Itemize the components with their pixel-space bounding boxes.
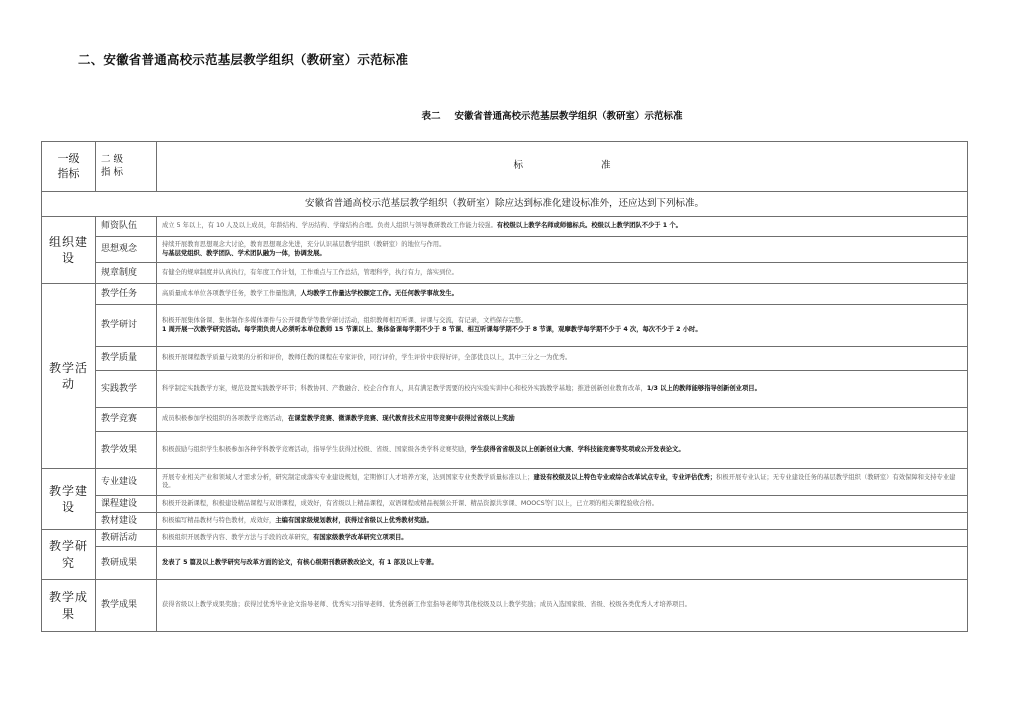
standard-text xyxy=(157,371,968,408)
level1-activity: 教学活动 xyxy=(42,284,96,469)
table-row xyxy=(42,513,968,530)
intro-text: 安徽省普通高校示范基层教学组织（教研室）除应达到标准化建设标准外，还应达到下列标准。 xyxy=(42,192,968,217)
header-level2 xyxy=(96,142,157,192)
header-standard-char1: 标 xyxy=(513,160,523,172)
standard-bold: 1 周开展一次教学研究活动。每学期负责人必须听本单位教师 15 节课以上、集体备课每学期不少于 8 节课、相互听课每学期不少于 8 节课，观摩教学每学期不少于 4 次，每次不少于 2 小时。 xyxy=(162,325,702,333)
standard-text xyxy=(157,305,968,347)
level2-label: 教学竞赛 xyxy=(96,408,157,432)
standard-normal: 积极组织开展教学内容、教学方法与手段的改革研究， xyxy=(162,533,314,541)
standard-text xyxy=(157,263,968,284)
standard-normal: 获得省级以上教学成果奖励；获得过优秀毕业论文指导老师、优秀实习指导老师、优秀创新工作室指导老师等其他校级及以上教学奖励；成员入选国家级、省级、校级各类优秀人才培养项目。 xyxy=(162,601,691,609)
table-title: 安徽省普通高校示范基层教学组织（教研室）示范标准 xyxy=(454,111,683,122)
level2-label: 教学质量 xyxy=(96,347,157,371)
table-row xyxy=(42,432,968,469)
level1-research: 教学研究 xyxy=(42,530,96,580)
standard-text xyxy=(157,432,968,469)
standard-bold: 1/3 以上的教师能够指导创新创业项目。 xyxy=(646,384,761,392)
standard-normal: 科学制定实践教学方案，规范设置实践教学环节；科教协同、产教融合、校企合作育人，具有满足教学需要的校内实验实训中心和校外实践教学基地；推进创新创业教育改革， xyxy=(162,384,647,392)
standard-bold: 有国家级教学改革研究立项项目。 xyxy=(313,533,408,541)
table-caption xyxy=(0,108,1024,122)
level2-label: 教学效果 xyxy=(96,432,157,469)
table-row xyxy=(42,305,968,347)
level1-achievement: 教学成果 xyxy=(42,580,96,632)
standard-text xyxy=(157,217,968,237)
level2-label: 师资队伍 xyxy=(96,217,157,237)
standard-bold: 在课堂教学竞赛、微课教学竞赛、现代教育技术应用等竞赛中获得过省级以上奖励 xyxy=(287,415,515,423)
standard-text xyxy=(157,547,968,580)
standard-normal: 积极鼓励与组织学生积极参加各种学科教学竞赛活动，指导学生获得过校级、省级、国家级各类学科竞赛奖励， xyxy=(162,445,471,453)
standards-table xyxy=(41,141,968,632)
level2-label: 教学研讨 xyxy=(96,305,157,347)
level2-label: 教研成果 xyxy=(96,547,157,580)
table-row xyxy=(42,530,968,547)
standard-bold: 学生获得省省级及以上创新创业大赛、学科技能竞赛等奖项或公开发表论文。 xyxy=(470,445,685,453)
standard-text xyxy=(157,496,968,513)
standard-normal-2: 积极开展专业认证；无专业建设任务的基层教学组织（教研室）有效保障和支持专业建设。 xyxy=(162,473,956,489)
level2-label: 规章制度 xyxy=(96,263,157,284)
standard-bold: 发表了 5 篇及以上教学研究与改革方面的论文，有核心级期刊教研教改论文，有 1 部及以上专著。 xyxy=(162,558,438,566)
level2-label: 教研活动 xyxy=(96,530,157,547)
table-row xyxy=(42,496,968,513)
standard-text xyxy=(157,408,968,432)
table-row xyxy=(42,237,968,263)
header-level2-line1: 二 级 xyxy=(101,153,124,165)
table-row xyxy=(42,263,968,284)
table-row xyxy=(42,347,968,371)
standard-normal: 持续开展教育思想观念大讨论，教育思想观念先进，充分认识基层教学组织（教研室）的地位与作用。 xyxy=(162,241,446,248)
section-title: 二、安徽省普通高校示范基层教学组织（教研室）示范标准 xyxy=(78,52,409,67)
level1-org: 组织建设 xyxy=(42,217,96,284)
standard-normal: 成员积极参加学校组织的各项教学竞赛活动， xyxy=(162,415,288,423)
table-row xyxy=(42,469,968,496)
standard-bold: 人均教学工作量达学校额定工作。无任何教学事故发生。 xyxy=(300,289,458,297)
level1-construction: 教学建设 xyxy=(42,469,96,530)
table-row xyxy=(42,408,968,432)
header-level2-line2: 指 标 xyxy=(101,166,124,178)
level2-label: 教学任务 xyxy=(96,284,157,305)
standard-bold: 建设有校级及以上特色专业或综合改革试点专业，专业评估优秀； xyxy=(533,473,717,481)
level2-label: 专业建设 xyxy=(96,469,157,496)
table-row xyxy=(42,547,968,580)
table-row xyxy=(42,284,968,305)
table-header-row xyxy=(42,142,968,192)
level2-label: 实践教学 xyxy=(96,371,157,408)
header-standard-char2: 准 xyxy=(601,160,611,172)
header-standard xyxy=(157,142,968,192)
level2-label: 教材建设 xyxy=(96,513,157,530)
table-label: 表二 xyxy=(421,111,441,122)
header-level1-line2: 指标 xyxy=(57,166,80,180)
header-level1-line1: 一级 xyxy=(57,151,80,165)
standard-bold: 有校级以上教学名师或师德标兵。校级以上教学团队不少于 1 个。 xyxy=(496,222,682,230)
table-row xyxy=(42,580,968,632)
table-row xyxy=(42,371,968,408)
standard-normal: 开展专业相关产业和领域人才需求分析，研究制定或落实专业建设规划，定期修订人才培养方案，达到国家专业类教学质量标准以上； xyxy=(162,473,534,481)
standard-normal: 成立 5 年以上，有 10 人及以上成员，年龄结构、学历结构、学缘结构合理。负责人组织与领导教研教改工作能力较强。 xyxy=(162,222,497,230)
standard-normal: 积极开展课程教学质量与效果的分析和评价，教师任教的课程在专家评价，同行评价，学生评价中获得好评，全部优良以上，其中三分之一为优秀。 xyxy=(162,354,572,362)
level2-label: 教学成果 xyxy=(96,580,157,632)
standard-normal: 积极编写精品教材与特色教材，成效好， xyxy=(162,516,276,524)
level2-label: 思想观念 xyxy=(96,237,157,263)
table-row xyxy=(42,217,968,237)
standard-text xyxy=(157,284,968,305)
standard-bold: 主编有国家级规划教材，获得过省级以上优秀教材奖励。 xyxy=(275,516,433,524)
header-level1 xyxy=(42,142,96,192)
standard-normal: 有健全的规章制度并认真执行，有年度工作计划，工作重点与工作总结，管理科学，执行有力，落实到位。 xyxy=(162,268,458,276)
standard-text xyxy=(157,469,968,496)
standard-text xyxy=(157,530,968,547)
standard-text xyxy=(157,237,968,263)
intro-row xyxy=(42,192,968,217)
level2-label: 课程建设 xyxy=(96,496,157,513)
standard-normal: 积极开展集体备课、集体制作多媒体课件与公开课教学等教学研讨活动，组织教师相互听课、评课与交流，有记录，文档保存完整。 xyxy=(162,317,528,324)
standard-normal: 积极开设新课程，积极建设精品课程与双语课程，成效好，有省级以上精品课程，双语课程或精品视频公开课、精品资源共享课、MOOCS等门以上，已立项的相关课程验收合格。 xyxy=(162,499,659,507)
standard-text xyxy=(157,347,968,371)
standard-normal: 高质量成本单位各项教学任务，教学工作量饱满， xyxy=(162,289,301,297)
standard-text xyxy=(157,580,968,632)
standard-bold: 与基层党组织、教学团队、学术团队融为一体，协调发展。 xyxy=(162,249,326,257)
standard-text xyxy=(157,513,968,530)
